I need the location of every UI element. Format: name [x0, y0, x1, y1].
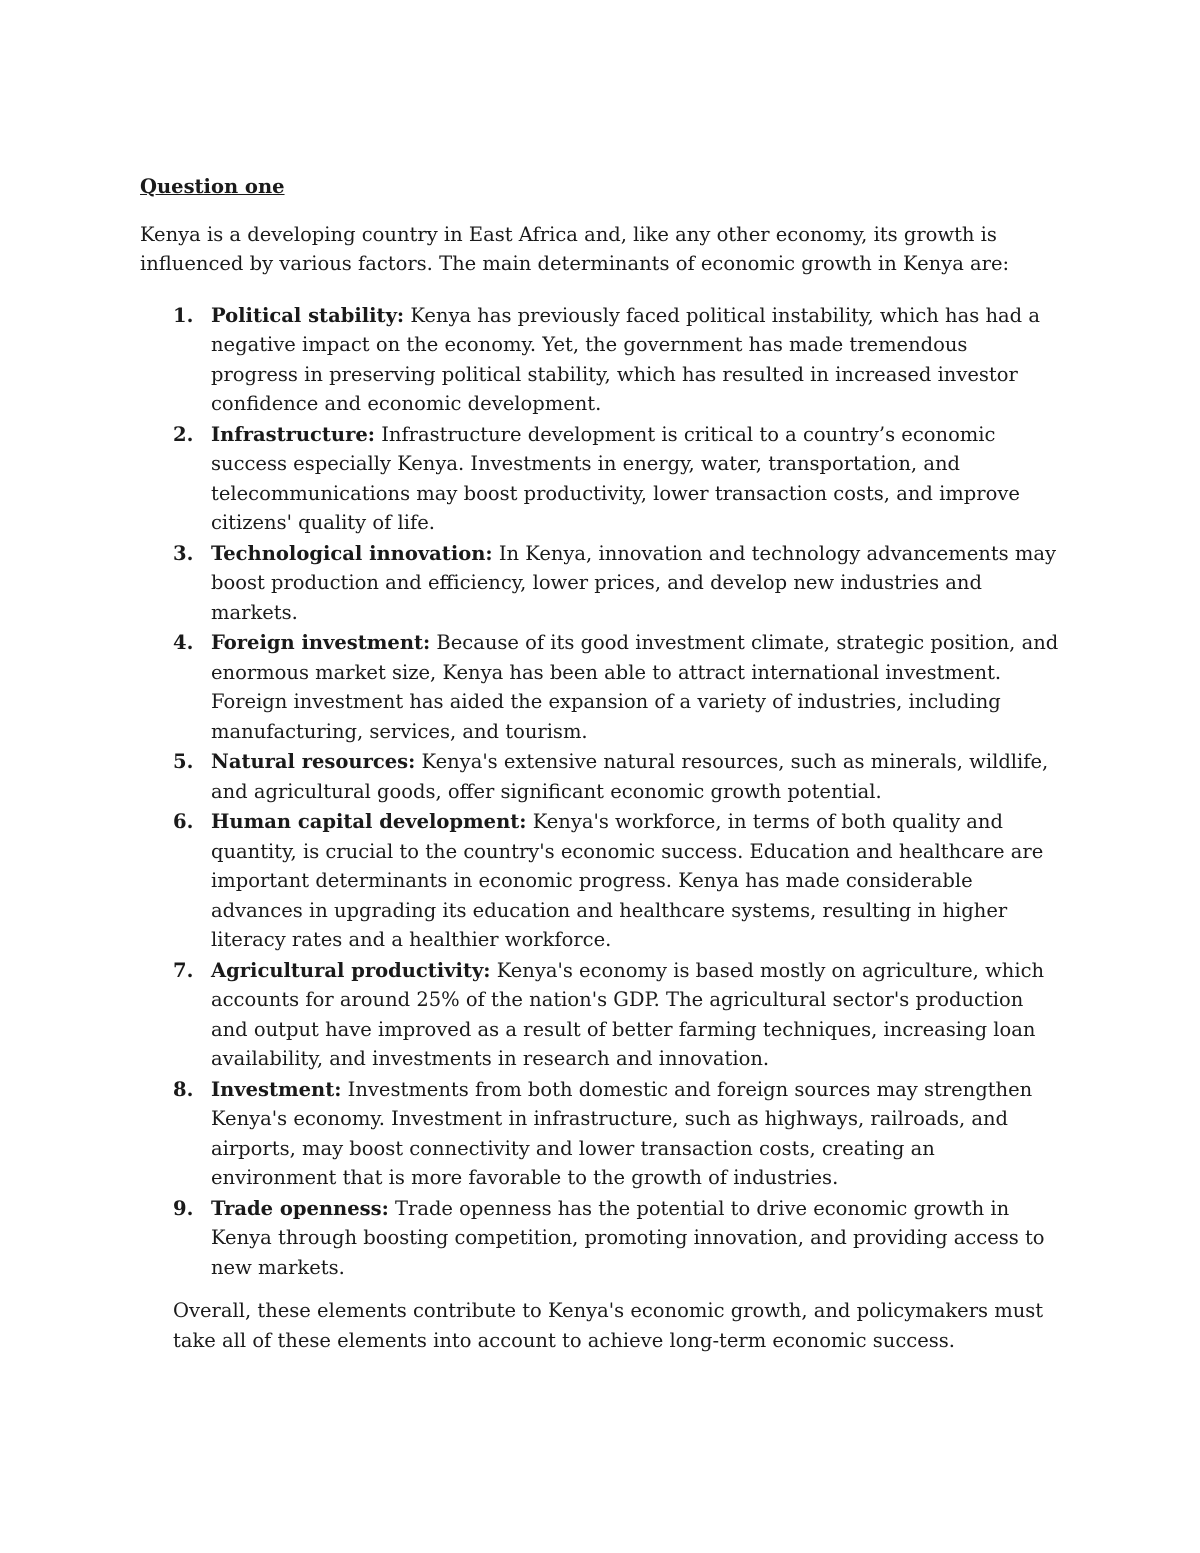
- list-item-term: Political stability:: [211, 303, 405, 327]
- list-item: [140, 539, 1060, 628]
- list-item-text: Investments from both domestic and foreign sources may strengthen Kenya's economy. Investment in infrastructure, such as highways, railroads, and airports, may boost connectivity and lower transaction costs, creating an environment that is more favorable to the growth of industries.: [211, 1077, 1033, 1189]
- list-item-text: Because of its good investment climate, strategic position, and enormous market size, Kenya has been able to attract international investment. Foreign investment has aided the expansion of a variety of industries, including manufacturing, services, and tourism.: [211, 631, 1059, 743]
- list-item-term: Technological innovation:: [211, 541, 493, 565]
- list-item: [140, 420, 1060, 538]
- list-item-text: In Kenya, innovation and technology advancements may boost production and efficiency, lower prices, and develop new industries and markets.: [211, 541, 1056, 624]
- list-item-term: Natural resources:: [211, 750, 416, 773]
- list-item-term: Investment:: [211, 1077, 342, 1101]
- list-item-text: Kenya's economy is based mostly on agriculture, which accounts for around 25% of the nation's GDP. The agricultural sector's production and output have improved as a result of better farming techniques, increasing loan availability, and investments in research and innovation.: [211, 958, 1045, 1070]
- list-item: [140, 1194, 1060, 1283]
- document-page: [140, 172, 1060, 1355]
- list-item-text: Kenya has previously faced political instability, which has had a negative impact on the economy. Yet, the government has made tremendous progress in preserving political stability, which has resulted in increased investor confidence and economic development.: [211, 303, 1040, 415]
- list-item: [140, 1075, 1060, 1193]
- list-item: [140, 301, 1060, 419]
- list-item: [140, 747, 1060, 806]
- list-item-term: Foreign investment:: [211, 631, 431, 654]
- list-item-number: 1.: [173, 303, 194, 327]
- page-title: Question one: [140, 175, 285, 198]
- list-item-term: Infrastructure:: [211, 422, 375, 446]
- list-item-text: Trade openness has the potential to drive economic growth in Kenya through boosting competition, promoting innovation, and providing access to new markets.: [211, 1196, 1045, 1279]
- list-item-text: Infrastructure development is critical to a country’s economic success especially Kenya. Investments in energy, water, transportation, and telecommunications may boost productivity, lower transaction costs, and improve citizens' quality of life.: [211, 422, 1020, 534]
- list-item-number: 7.: [173, 958, 194, 982]
- list-item-number: 9.: [173, 1196, 194, 1220]
- list-item-number: 5.: [173, 750, 194, 773]
- list-item-text: Kenya's extensive natural resources, such as minerals, wildlife, and agricultural goods, offer significant economic growth potential.: [211, 750, 1049, 803]
- list-item-term: Human capital development:: [211, 810, 527, 833]
- list-item-term: Agricultural productivity:: [211, 958, 491, 982]
- factors-list: [140, 301, 1060, 1283]
- list-item-number: 4.: [173, 631, 194, 654]
- list-item-text: Kenya's workforce, in terms of both quality and quantity, is crucial to the country's economic success. Education and healthcare are important determinants in economic progress. Kenya has made considerable advances in upgrading its education and healthcare systems, resulting in higher literacy rates and a healthier workforce.: [211, 810, 1044, 951]
- list-item-number: 3.: [173, 541, 194, 565]
- list-item-number: 8.: [173, 1077, 194, 1101]
- list-item-number: 2.: [173, 422, 194, 446]
- list-item: [140, 628, 1060, 746]
- list-item-number: 6.: [173, 810, 194, 833]
- list-item-term: Trade openness:: [211, 1196, 389, 1220]
- conclusion-paragraph: Overall, these elements contribute to Kenya's economic growth, and policymakers must take all of these elements into account to achieve long-term economic success.: [173, 1299, 1044, 1352]
- intro-paragraph: Kenya is a developing country in East Africa and, like any other economy, its growth is influenced by various factors. The main determinants of economic growth in Kenya are:: [140, 222, 1010, 275]
- list-item: [140, 956, 1060, 1074]
- list-item: [140, 807, 1060, 955]
